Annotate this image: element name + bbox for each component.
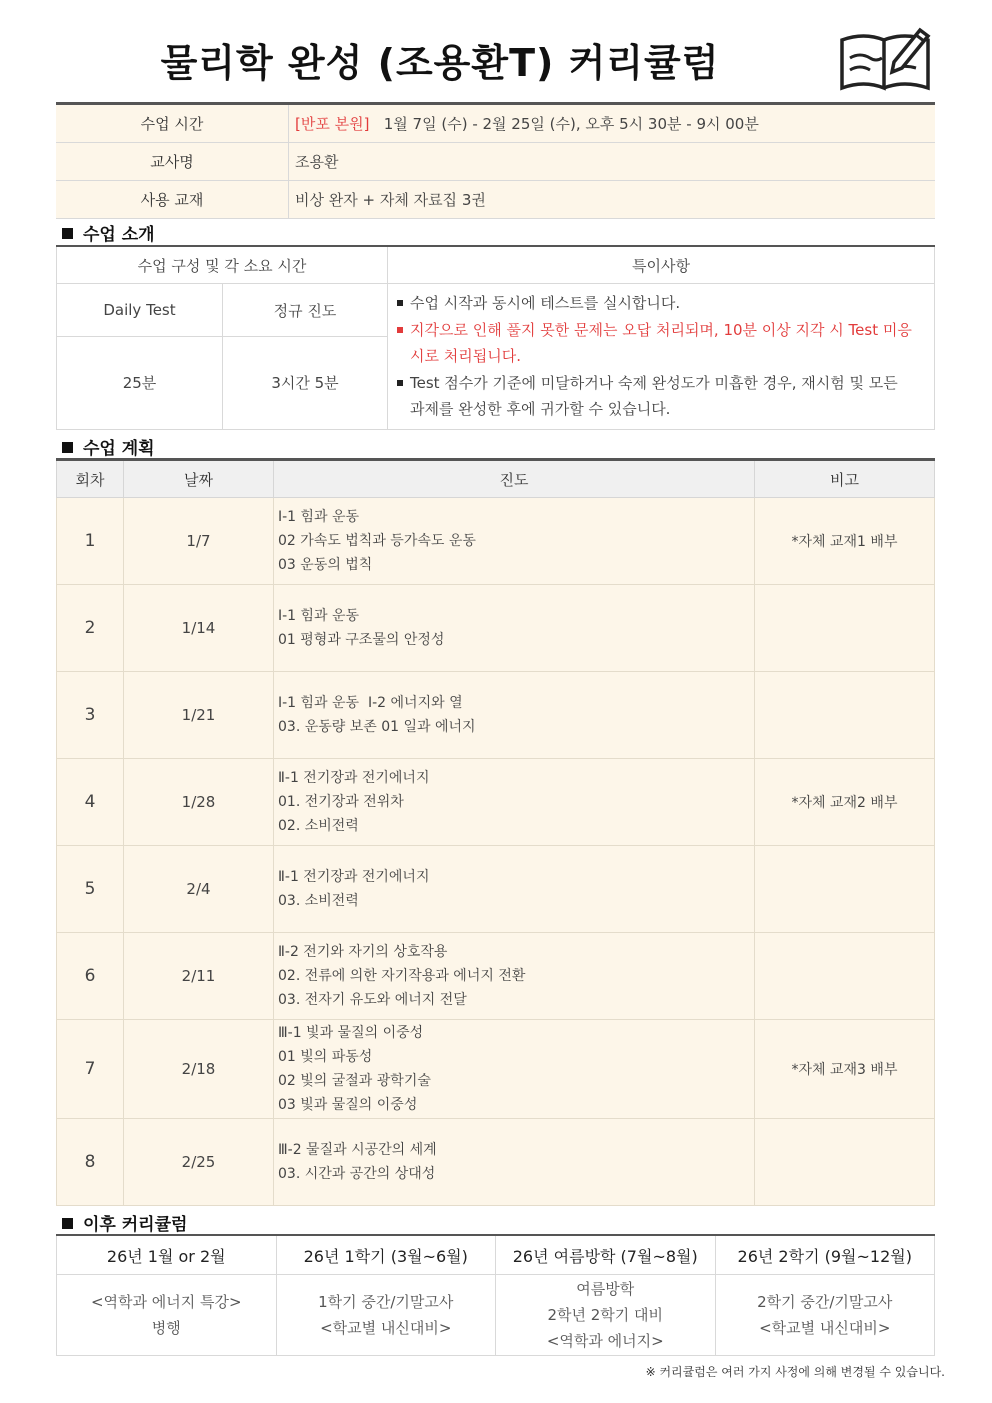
plan-header-row: [57, 460, 935, 498]
header-remarks: 비고: [755, 460, 935, 498]
period-header: 26년 1월 or 2월: [57, 1235, 277, 1275]
session-remark: [755, 585, 935, 672]
progress-line: 03 빛과 물질의 이중성: [278, 1097, 418, 1113]
progress-line: 03. 소비전력: [278, 893, 359, 909]
progress-line: Ⅲ-2 물질과 시공간의 세계: [278, 1142, 437, 1158]
regular-progress-label: 정규 진도: [223, 284, 388, 337]
period-line: 2학기 중간/기말고사: [757, 1293, 893, 1311]
period-header: 26년 여름방학 (7월~8월): [496, 1235, 716, 1275]
progress-line: Ⅱ-2 전기와 자기의 상호작용: [278, 944, 448, 960]
progress-line: 02 가속도 법칙과 등가속도 운동: [278, 533, 476, 549]
section-title: 이후 커리큘럼: [83, 1215, 188, 1235]
daily-test-time: 25분: [57, 337, 223, 429]
time-value: [289, 104, 936, 143]
progress-line: Ⅱ-1 전기장과 전기에너지: [278, 770, 430, 786]
future-curriculum-table: [56, 1234, 935, 1356]
campus-tag: [반포 본원]: [295, 115, 370, 133]
session-number: 2: [57, 585, 124, 672]
square-bullet-icon: [62, 228, 73, 239]
session-number: 7: [57, 1020, 124, 1119]
session-date: 1/14: [124, 585, 274, 672]
intro-table: [56, 245, 935, 430]
book-value: 비상 완자 + 자체 자료집 3권: [289, 181, 936, 219]
session-progress: [274, 585, 755, 672]
period-content: [276, 1275, 496, 1356]
period-line: 여름방학: [576, 1280, 635, 1298]
period-content: [715, 1275, 935, 1356]
time-label: 수업 시간: [56, 104, 289, 143]
period-line: <역학과 에너지>: [546, 1332, 664, 1350]
plan-row: [57, 672, 935, 759]
session-progress: [274, 933, 755, 1020]
progress-line: Ⅰ-1 힘과 운동: [278, 509, 360, 525]
plan-row: [57, 498, 935, 585]
period-line: <학교별 내신대비>: [759, 1319, 891, 1337]
session-date: 2/11: [124, 933, 274, 1020]
teacher-label: 교사명: [56, 143, 289, 181]
session-progress: [274, 1020, 755, 1119]
session-remark: *자체 교재3 배부: [755, 1020, 935, 1119]
notes-header: 특이사항: [388, 246, 935, 284]
period-line: 1학기 중간/기말고사: [318, 1293, 454, 1311]
session-number: 3: [57, 672, 124, 759]
session-number: 1: [57, 498, 124, 585]
plan-row: [57, 1119, 935, 1206]
progress-line: 02 빛의 굴절과 광학기술: [278, 1073, 431, 1089]
session-date: 2/25: [124, 1119, 274, 1206]
period-line: <학교별 내신대비>: [320, 1319, 452, 1337]
session-remark: [755, 933, 935, 1020]
progress-line: 02. 전류에 의한 자기작용과 에너지 전환: [278, 968, 526, 984]
progress-line: 03. 시간과 공간의 상대성: [278, 1166, 436, 1182]
section-title: 수업 소개: [83, 225, 155, 245]
note-item-retest: Test 점수가 기준에 미달하거나 숙제 완성도가 미흡한 경우, 재시험 및 모든 과제를 완성한 후에 귀가할 수 있습니다.: [394, 370, 916, 423]
progress-line: Ⅱ-1 전기장과 전기에너지: [278, 869, 430, 885]
progress-line: Ⅲ-1 빛과 물질의 이중성: [278, 1025, 424, 1041]
period-line: 병행: [151, 1319, 181, 1337]
class-info-table: [56, 102, 935, 219]
period-header: 26년 1학기 (3월~6월): [276, 1235, 496, 1275]
session-remark: [755, 672, 935, 759]
period-line: <역학과 에너지 특강>: [90, 1293, 242, 1311]
square-bullet-icon: [62, 1218, 73, 1229]
session-progress: [274, 672, 755, 759]
plan-row: [57, 933, 935, 1020]
lesson-plan-table: [56, 458, 935, 1206]
progress-line: Ⅰ-1 힘과 운동: [278, 608, 360, 624]
session-number: 6: [57, 933, 124, 1020]
progress-line: Ⅰ-1 힘과 운동 Ⅰ-2 에너지와 열: [278, 695, 463, 711]
composition-header: 수업 구성 및 각 소요 시간: [57, 246, 388, 284]
progress-line: 01. 전기장과 전위차: [278, 794, 404, 810]
teacher-value: 조용환: [289, 143, 936, 181]
section-heading-plan: [62, 434, 155, 459]
info-row-teacher: [56, 143, 935, 181]
header-session: 회차: [57, 460, 124, 498]
progress-line: 03 운동의 법칙: [278, 557, 373, 573]
notes-cell: [388, 284, 935, 430]
section-heading-after: [62, 1210, 187, 1235]
session-number: 5: [57, 846, 124, 933]
progress-line: 01 빛의 파동성: [278, 1049, 373, 1065]
section-title: 수업 계획: [83, 439, 155, 459]
plan-row: [57, 585, 935, 672]
plan-row: [57, 1020, 935, 1119]
note-item: 수업 시작과 동시에 테스트를 실시합니다.: [394, 290, 916, 317]
session-remark: [755, 846, 935, 933]
session-date: 2/18: [124, 1020, 274, 1119]
section-heading-intro: [62, 220, 155, 245]
session-date: 1/28: [124, 759, 274, 846]
page-title: 물리학 완성 (조용환T) 커리큘럼: [160, 41, 720, 85]
book-label: 사용 교재: [56, 181, 289, 219]
session-progress: [274, 1119, 755, 1206]
plan-row: [57, 759, 935, 846]
session-number: 4: [57, 759, 124, 846]
plan-row: [57, 846, 935, 933]
session-progress: [274, 759, 755, 846]
session-remark: *자체 교재1 배부: [755, 498, 935, 585]
period-content: [496, 1275, 716, 1356]
session-date: 1/7: [124, 498, 274, 585]
session-progress: [274, 498, 755, 585]
info-row-book: [56, 181, 935, 219]
regular-progress-time: 3시간 5분: [223, 337, 388, 429]
time-range: 1월 7일 (수) - 2월 25일 (수), 오후 5시 30분 - 9시 00분: [383, 115, 759, 133]
square-bullet-icon: [62, 442, 73, 453]
note-item-late: 지각으로 인해 풀지 못한 문제는 오답 처리되며, 10분 이상 지각 시 Test 미응시로 처리됩니다.: [394, 317, 916, 370]
progress-line: 03. 전자기 유도와 에너지 전달: [278, 992, 467, 1008]
footnote: ※ 커리큘럼은 여러 가지 사정에 의해 변경될 수 있습니다.: [645, 1365, 945, 1379]
session-number: 8: [57, 1119, 124, 1206]
header-progress: 진도: [274, 460, 755, 498]
book-pen-icon: [836, 22, 936, 94]
info-row-time: [56, 104, 935, 143]
session-progress: [274, 846, 755, 933]
session-date: 1/21: [124, 672, 274, 759]
progress-line: 03. 운동량 보존 01 일과 에너지: [278, 719, 476, 735]
session-remark: [755, 1119, 935, 1206]
period-content: [57, 1275, 277, 1356]
daily-test-label: Daily Test: [57, 284, 223, 337]
header-date: 날짜: [124, 460, 274, 498]
period-header: 26년 2학기 (9월~12월): [715, 1235, 935, 1275]
period-line: 2학년 2학기 대비: [547, 1306, 664, 1324]
progress-line: 02. 소비전력: [278, 818, 359, 834]
progress-line: 01 평형과 구조물의 안정성: [278, 632, 445, 648]
session-remark: *자체 교재2 배부: [755, 759, 935, 846]
session-date: 2/4: [124, 846, 274, 933]
